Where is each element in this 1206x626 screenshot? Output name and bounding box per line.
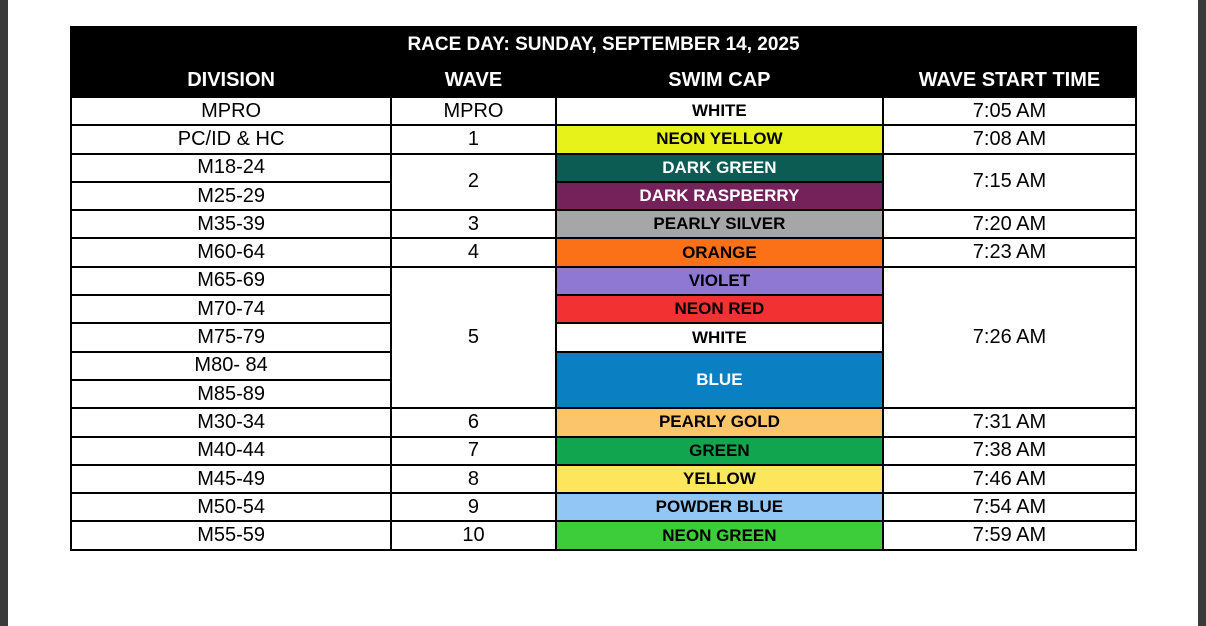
swim-cap-cell: YELLOW [556,465,883,493]
wave-schedule-table [70,26,1137,551]
swim-cap-cell: DARK RASPBERRY [556,182,883,210]
division-cell: M65-69 [71,267,391,295]
table-row [71,493,1136,521]
wave-cell: 8 [391,465,556,493]
table-row [71,408,1136,436]
division-cell: M55-59 [71,521,391,549]
wave-cell: 7 [391,437,556,465]
wave-cell: 4 [391,238,556,266]
swim-cap-cell: NEON RED [556,295,883,323]
swim-cap-cell: NEON GREEN [556,521,883,549]
wave-start-time-header: WAVE START TIME [883,63,1136,97]
swim-cap-cell: PEARLY GOLD [556,408,883,436]
wave-cell: 10 [391,521,556,549]
start-time-cell: 7:38 AM [883,437,1136,465]
start-time-cell: 7:46 AM [883,465,1136,493]
start-time-cell: 7:15 AM [883,154,1136,211]
division-cell: M60-64 [71,238,391,266]
swim-cap-cell: PEARLY SILVER [556,210,883,238]
wave-cell: 5 [391,267,556,408]
division-cell: MPRO [71,97,391,125]
table-row [71,97,1136,125]
start-time-cell: 7:20 AM [883,210,1136,238]
swim-cap-cell: DARK GREEN [556,154,883,182]
table-row [71,521,1136,549]
swim-cap-cell: POWDER BLUE [556,493,883,521]
wave-cell: 1 [391,125,556,153]
division-cell: M75-79 [71,323,391,351]
division-cell: M80- 84 [71,352,391,380]
table-row [71,210,1136,238]
table-row [71,238,1136,266]
start-time-cell: 7:23 AM [883,238,1136,266]
swim-cap-cell: GREEN [556,437,883,465]
wave-cell: 6 [391,408,556,436]
swim-cap-cell: WHITE [556,323,883,351]
swim-cap-cell: WHITE [556,97,883,125]
table-row [71,154,1136,182]
wave-header: WAVE [391,63,556,97]
start-time-cell: 7:05 AM [883,97,1136,125]
division-cell: M50-54 [71,493,391,521]
window-edge-right [1198,0,1206,626]
wave-cell: MPRO [391,97,556,125]
swim-cap-cell: BLUE [556,352,883,409]
start-time-cell: 7:31 AM [883,408,1136,436]
wave-cell: 2 [391,154,556,211]
start-time-cell: 7:08 AM [883,125,1136,153]
window-edge-left [0,0,8,626]
table-row [71,465,1136,493]
table-row [71,267,1136,295]
swim-cap-cell: NEON YELLOW [556,125,883,153]
division-cell: M45-49 [71,465,391,493]
division-cell: M30-34 [71,408,391,436]
table-row [71,437,1136,465]
swim-cap-cell: VIOLET [556,267,883,295]
division-cell: M35-39 [71,210,391,238]
division-cell: M85-89 [71,380,391,408]
swim-cap-header: SWIM CAP [556,63,883,97]
swim-cap-cell: ORANGE [556,238,883,266]
division-cell: M18-24 [71,154,391,182]
race-day-title: RACE DAY: SUNDAY, SEPTEMBER 14, 2025 [71,27,1136,63]
division-cell: PC/ID & HC [71,125,391,153]
start-time-cell: 7:54 AM [883,493,1136,521]
wave-cell: 3 [391,210,556,238]
wave-cell: 9 [391,493,556,521]
division-cell: M70-74 [71,295,391,323]
start-time-cell: 7:59 AM [883,521,1136,549]
division-cell: M40-44 [71,437,391,465]
table-row [71,125,1136,153]
start-time-cell: 7:26 AM [883,267,1136,408]
division-header: DIVISION [71,63,391,97]
division-cell: M25-29 [71,182,391,210]
